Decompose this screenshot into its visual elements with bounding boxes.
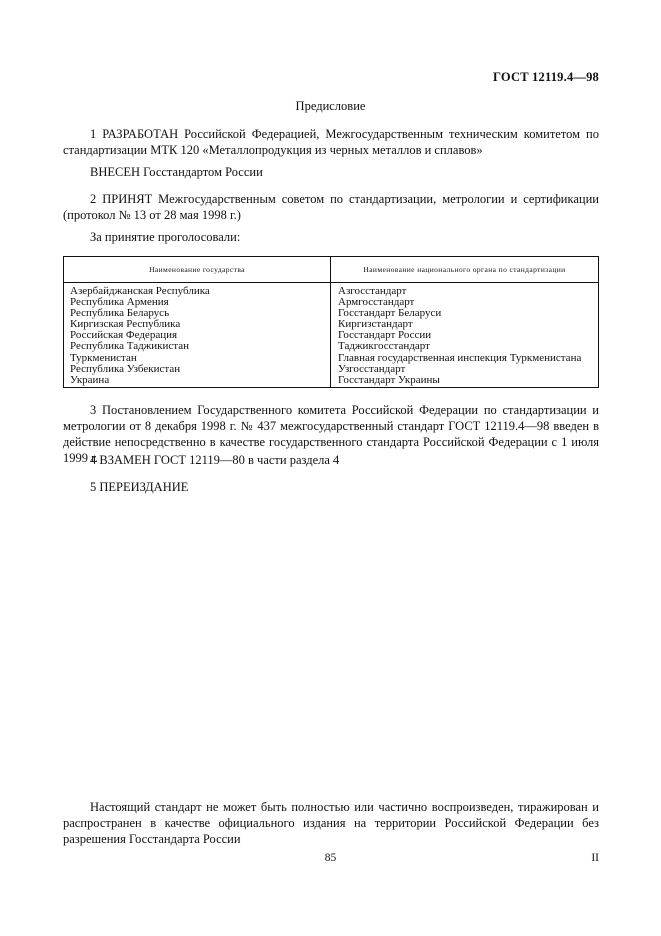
table-cell-body: Азгосстандарт [338, 285, 407, 297]
table-header-country: Наименование государства [64, 257, 331, 282]
voting-table [63, 256, 599, 388]
table-header [64, 257, 598, 283]
preface-introduced: ВНЕСЕН Госстандартом России [90, 165, 263, 179]
preface-item-3: 3 Постановлением Государственного комитета Российской Федерации по стандартизации и метрологии от 8 декабря 1998 г. № 437 межгосударственный стандарт ГОСТ 12119.4—98 введен в действие непосредственно в качестве государственного стандарта Российской Федерации с 1 июля 1999 г. [63, 403, 599, 465]
table-cell-country: Азербайджанская Республика [70, 285, 210, 297]
preface-item-2: 2 ПРИНЯТ Межгосударственным советом по стандартизации, метрологии и сертификации (протокол № 13 от 28 мая 1998 г.) [63, 192, 599, 222]
edition-mark: II [591, 852, 599, 864]
table-body [64, 283, 598, 387]
table-cell-body: Госстандарт Украины [338, 373, 440, 386]
preface-item-5: 5 ПЕРЕИЗДАНИЕ [90, 480, 189, 494]
table-cell-country: Республика Узбекистан [70, 362, 181, 375]
table-cell-body: Таджикгосстандарт [338, 340, 430, 353]
table-cell-body: Главная государственная инспекция Туркменистана [338, 351, 582, 364]
table-cell-body: Госстандарт России [338, 329, 432, 342]
table-cell-country: Украина [70, 373, 110, 386]
table-cell-country: Республика Армения [70, 296, 169, 309]
table-column-body [331, 283, 598, 387]
page-number: 85 [324, 852, 337, 864]
table-cell-body: Киргизстандарт [338, 318, 413, 331]
table-header-body: Наименование национального органа по стандартизации [363, 265, 566, 274]
preface-item-4: 4 ВЗАМЕН ГОСТ 12119—80 в части раздела 4 [90, 453, 340, 467]
table-cell-country: Российская Федерация [70, 329, 178, 342]
table-cell-country: Туркменистан [70, 351, 137, 364]
document-number: ГОСТ 12119.4—98 [493, 70, 599, 84]
copyright-notice: Настоящий стандарт не может быть полностью или частично воспроизведен, тиражирован и распространен в качестве официального издания на территории Российской Федерации без разрешения Госстандарта России [63, 800, 599, 846]
table-cell-country: Республика Таджикистан [70, 340, 189, 353]
preface-title: Предисловие [295, 99, 366, 113]
table-cell-body: Госстандарт Беларуси [338, 307, 442, 320]
table-cell-body: Узгосстандарт [338, 362, 406, 375]
preface-voted: За принятие проголосовали: [90, 230, 241, 244]
table-cell-country: Республика Беларусь [70, 307, 170, 320]
table-column-country [64, 283, 331, 387]
table-cell-body: Армгосстандарт [338, 296, 415, 309]
table-cell-country: Киргизская Республика [70, 318, 181, 331]
preface-item-1: 1 РАЗРАБОТАН Российской Федерацией, Межгосударственным техническим комитетом по стандартизации МТК 120 «Металлопродукция из черных металлов и сплавов» [63, 127, 599, 157]
